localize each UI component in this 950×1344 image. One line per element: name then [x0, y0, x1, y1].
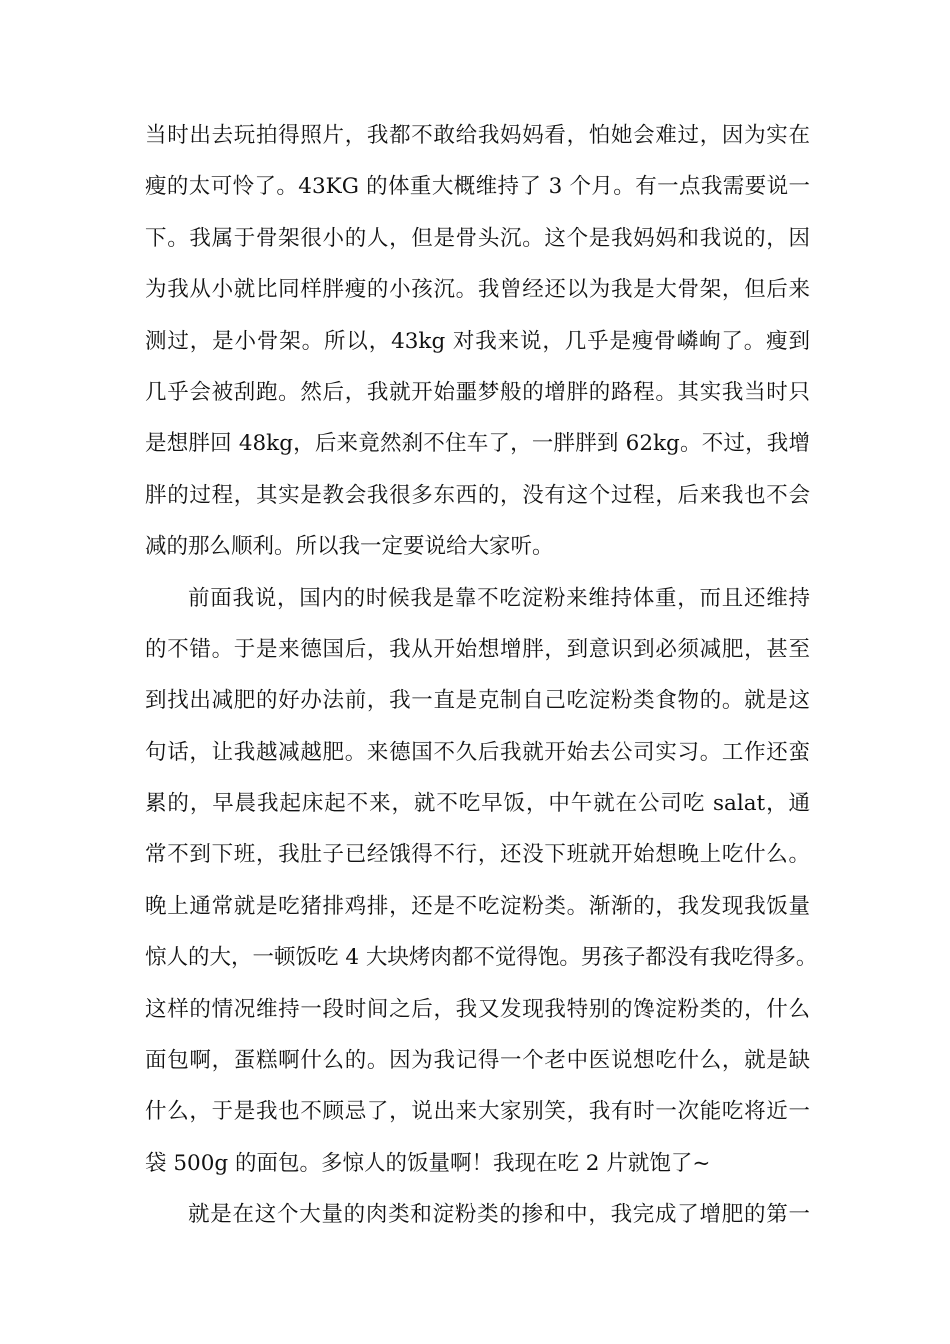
text-line: 什么，于是我也不顾忌了，说出来大家别笑，我有时一次能吃将近一	[145, 1099, 810, 1125]
text-line: 面包啊，蛋糕啊什么的。因为我记得一个老中医说想吃什么，就是缺	[145, 1048, 810, 1074]
body-text	[145, 110, 818, 1241]
text-line: 就是在这个大量的肉类和淀粉类的掺和中，我完成了增肥的第一	[188, 1202, 810, 1228]
text-line: 前面我说，国内的时候我是靠不吃淀粉来维持体重，而且还维持	[188, 585, 810, 611]
text-line: 当时出去玩拍得照片，我都不敢给我妈妈看，怕她会难过，因为实在	[145, 123, 810, 148]
text-line: 这样的情况维持一段时间之后，我又发现我特别的馋淀粉类的，什么	[145, 996, 810, 1022]
text-line: 累的，早晨我起床起不来，就不吃早饭，中午就在公司吃 salat，通	[145, 791, 810, 817]
text-line: 到找出减肥的好办法前，我一直是克制自己吃淀粉类食物的。就是这	[145, 688, 810, 714]
text-line: 测过，是小骨架。所以，43kg 对我来说，几乎是瘦骨嶙峋了。瘦到	[145, 328, 810, 354]
text-line: 常不到下班，我肚子已经饿得不行，还没下班就开始想晚上吃什么。	[145, 842, 810, 868]
text-line: 晚上通常就是吃猪排鸡排，还是不吃淀粉类。渐渐的，我发现我饭量	[145, 893, 810, 919]
text-line: 为我从小就比同样胖瘦的小孩沉。我曾经还以为我是大骨架，但后来	[145, 277, 810, 303]
text-line: 是想胖回 48kg，后来竟然刹不住车了，一胖胖到 62kg。不过，我增	[145, 431, 810, 457]
text-line: 胖的过程，其实是教会我很多东西的，没有这个过程，后来我也不会	[145, 482, 810, 508]
text-line: 惊人的大，一顿饭吃 4 大块烤肉都不觉得饱。男孩子都没有我吃得多。	[145, 945, 818, 971]
text-line: 几乎会被刮跑。然后，我就开始噩梦般的增胖的路程。其实我当时只	[145, 379, 810, 405]
text-line: 瘦的太可怜了。43KG 的体重大概维持了 3 个月。有一点我需要说一	[145, 174, 810, 200]
text-line: 下。我属于骨架很小的人，但是骨头沉。这个是我妈妈和我说的，因	[145, 225, 810, 251]
text-line: 袋 500g 的面包。多惊人的饭量啊！我现在吃 2 片就饱了~	[145, 1150, 711, 1176]
text-line: 句话，让我越减越肥。来德国不久后我就开始去公司实习。工作还蛮	[145, 739, 810, 765]
text-line: 的不错。于是来德国后，我从开始想增胖，到意识到必须减肥，甚至	[145, 636, 810, 662]
text-line: 减的那么顺利。所以我一定要说给大家听。	[145, 534, 554, 560]
